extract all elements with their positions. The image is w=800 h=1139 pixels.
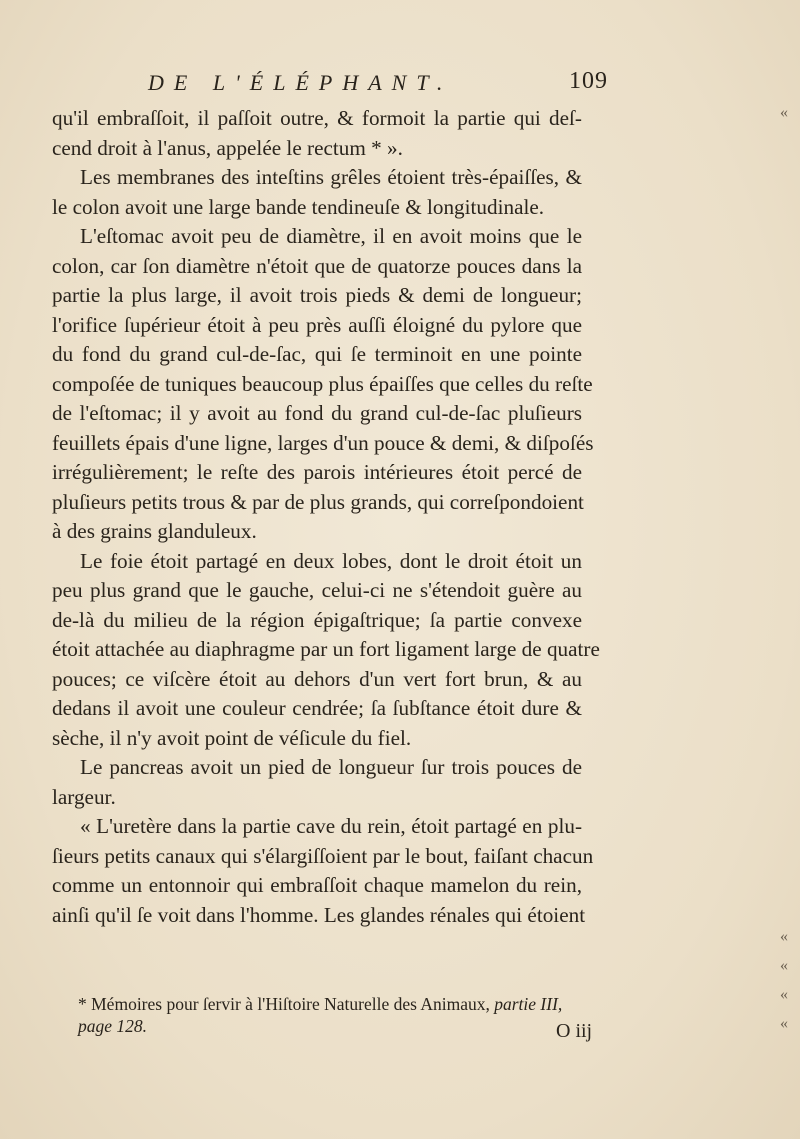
text-line: sèche, il n'y avoit point de véſicule du fiel.	[52, 725, 412, 750]
margin-quote: «	[780, 928, 788, 945]
text-line: à des grains glanduleux.	[52, 519, 257, 543]
text-line: colon, car ſon diamètre n'étoit que de quatorze pouces dans la	[52, 253, 582, 278]
paragraph	[52, 104, 582, 163]
text-line: L'eſtomac avoit peu de diamètre, il en avoit moins que le	[80, 224, 582, 248]
paragraph	[52, 547, 600, 754]
text-line: « L'uretère dans la partie cave du rein, étoit partagé en plu-	[80, 814, 582, 838]
text-line: feuillets épais d'une ligne, larges d'un pouce & demi, & diſpoſés	[52, 430, 594, 455]
text-line: le colon avoit une large bande tendineuſe & longitudinale.	[52, 194, 545, 219]
paragraph	[52, 163, 582, 222]
margin-quote: «	[780, 986, 788, 1003]
signature-mark: O iij	[556, 1020, 593, 1042]
text-line: Les membranes des inteſtins grêles étoient très-épaiſſes, &	[80, 165, 582, 189]
text-line: peu plus grand que le gauche, celui-ci ne s'étendoit guère au	[52, 578, 582, 602]
text-line: Le foie étoit partagé en deux lobes, dont le droit étoit un	[80, 548, 582, 573]
text-line: étoit attachée au diaphragme par un fort ligament large de quatre	[52, 637, 600, 661]
text-line: largeur.	[52, 784, 116, 809]
body-text	[52, 104, 600, 930]
text-line: ainſi qu'il ſe voit dans l'homme. Les glandes rénales qui étoient	[52, 902, 586, 927]
paragraph	[52, 753, 582, 812]
text-line: de l'eſtomac; il y avoit au fond du grand cul-de-ſac pluſieurs	[52, 401, 582, 425]
margin-quote: «	[780, 957, 788, 974]
footnote-part-ref: partie III,	[494, 994, 563, 1014]
page-number: 109	[569, 68, 608, 94]
text-line: irrégulièrement; le reſte des parois intérieures étoit percé de	[52, 460, 582, 484]
running-title: DE L'ÉLÉPHANT.	[148, 70, 453, 95]
footnote-text: * Mémoires pour ſervir à l'Hiſtoire Naturelle des Animaux,	[78, 994, 490, 1014]
margin-quote: «	[780, 1015, 788, 1032]
footnote	[78, 993, 618, 1037]
text-line: compoſée de tuniques beaucoup plus épaiſſes que celles du reſte	[52, 371, 593, 396]
footnote-page-ref: page 128.	[78, 1016, 148, 1036]
text-line: Le pancreas avoit un pied de longueur ſur trois pouces de	[80, 755, 582, 779]
text-line: l'orifice ſupérieur étoit à peu près auſſi éloigné du pylore que	[52, 312, 582, 337]
text-line: ſieurs petits canaux qui s'élargiſſoient par le bout, faiſant chacun	[52, 843, 594, 868]
text-line: comme un entonnoir qui embraſſoit chaque mamelon du rein,	[52, 873, 582, 897]
text-line: pouces; ce viſcère étoit au dehors d'un vert fort brun, & au	[52, 666, 582, 691]
page-header	[148, 68, 608, 102]
text-line: cend droit à l'anus, appelée le rectum * ».	[52, 135, 403, 160]
margin-quote: «	[780, 104, 788, 121]
paragraph	[52, 222, 594, 547]
text-line: du fond du grand cul-de-ſac, qui ſe terminoit en une pointe	[52, 342, 582, 366]
text-line: qu'il embraſſoit, il paſſoit outre, & formoit la partie qui deſ-	[52, 106, 582, 130]
text-line: dedans il avoit une couleur cendrée; ſa ſubſtance étoit dure &	[52, 696, 582, 720]
text-line: pluſieurs petits trous & par de plus grands, qui correſpondoient	[52, 489, 584, 514]
paragraph	[52, 812, 594, 930]
text-line: de-là du milieu de la région épigaſtrique; ſa partie convexe	[52, 607, 582, 632]
text-line: partie la plus large, il avoit trois pieds & demi de longueur;	[52, 283, 582, 307]
